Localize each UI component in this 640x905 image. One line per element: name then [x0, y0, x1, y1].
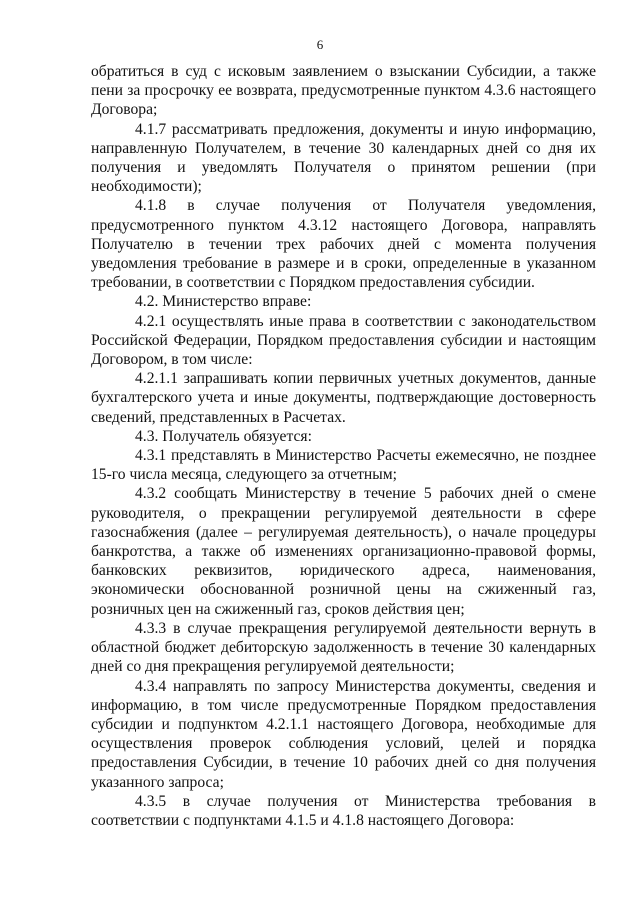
- page-number: 6: [316, 37, 324, 52]
- paragraph-4-2-1: 4.2.1 осуществлять иные права в соответствии с законодательством Российской Федерации, Порядком предоставления субсидии и настоящим Договором, в том числе:: [91, 312, 596, 369]
- paragraph-4-3-1: 4.3.1 представлять в Министерство Расчеты ежемесячно, не позднее 15-го числа месяца, следующего за отчетным;: [91, 447, 596, 484]
- paragraph-4-3-5: 4.3.5 в случае получения от Министерства требования в соответствии с подпунктами 4.1.5 и 4.1.8 настоящего Договора:: [91, 792, 596, 829]
- paragraph-4-1-7: 4.1.7 рассматривать предложения, документы и иную информацию, направленную Получателем, в течение 30 календарных дней со дня их получения и уведомлять Получателя о принятом решении (при необходимости);: [91, 120, 596, 196]
- paragraph-4-2: 4.2. Министерство вправе:: [135, 293, 312, 311]
- paragraph-continuation: обратиться в суд с исковым заявлением о взыскании Субсидии, а также пени за просрочку ее возврата, предусмотренные пунктом 4.3.6 настоящего Договора;: [91, 63, 596, 119]
- document-body: [91, 62, 596, 830]
- paragraph-4-2-1-1: 4.2.1.1 запрашивать копии первичных учетных документов, данные бухгалтерского учета и иные документы, подтверждающие достоверность сведений, представленных в Расчетах.: [91, 370, 596, 426]
- paragraph-4-3-2: 4.3.2 сообщать Министерству в течение 5 рабочих дней о смене руководителя, о прекращении регулируемой деятельности в сфере газоснабжения (далее – регулируемая деятельность), о начале процедуры банкротства, а также об изменениях организационно-правовой формы, банковских реквизитов, юридического адреса, наименования, экономически обоснованной розничной цены на сжиженный газ, розничных цен на сжиженный газ, сроков действия цен;: [91, 485, 596, 618]
- paragraph-4-3: 4.3. Получатель обязуется:: [135, 427, 312, 445]
- paragraph-4-1-8: 4.1.8 в случае получения от Получателя уведомления, предусмотренного пунктом 4.3.12 настоящего Договора, направлять Получателю в течении трех рабочих дней с момента получения уведомления требование в размере и в сроки, определенные в указанном требовании, в соответствии с Порядком предоставления субсидии.: [91, 197, 596, 292]
- paragraph-4-3-4: 4.3.4 направлять по запросу Министерства документы, сведения и информацию, в том числе предусмотренные Порядком предоставления субсидии и подпунктом 4.2.1.1 настоящего Договора, необходимые для осуществления проверок соблюдения условий, целей и порядка предоставления Субсидии, в течение 10 рабочих дней со дня получения указанного запроса;: [91, 677, 596, 791]
- paragraph-4-3-3: 4.3.3 в случае прекращения регулируемой деятельности вернуть в областной бюджет дебиторскую задолженность в течение 30 календарных дней со дня прекращения регулируемой деятельности;: [91, 619, 596, 676]
